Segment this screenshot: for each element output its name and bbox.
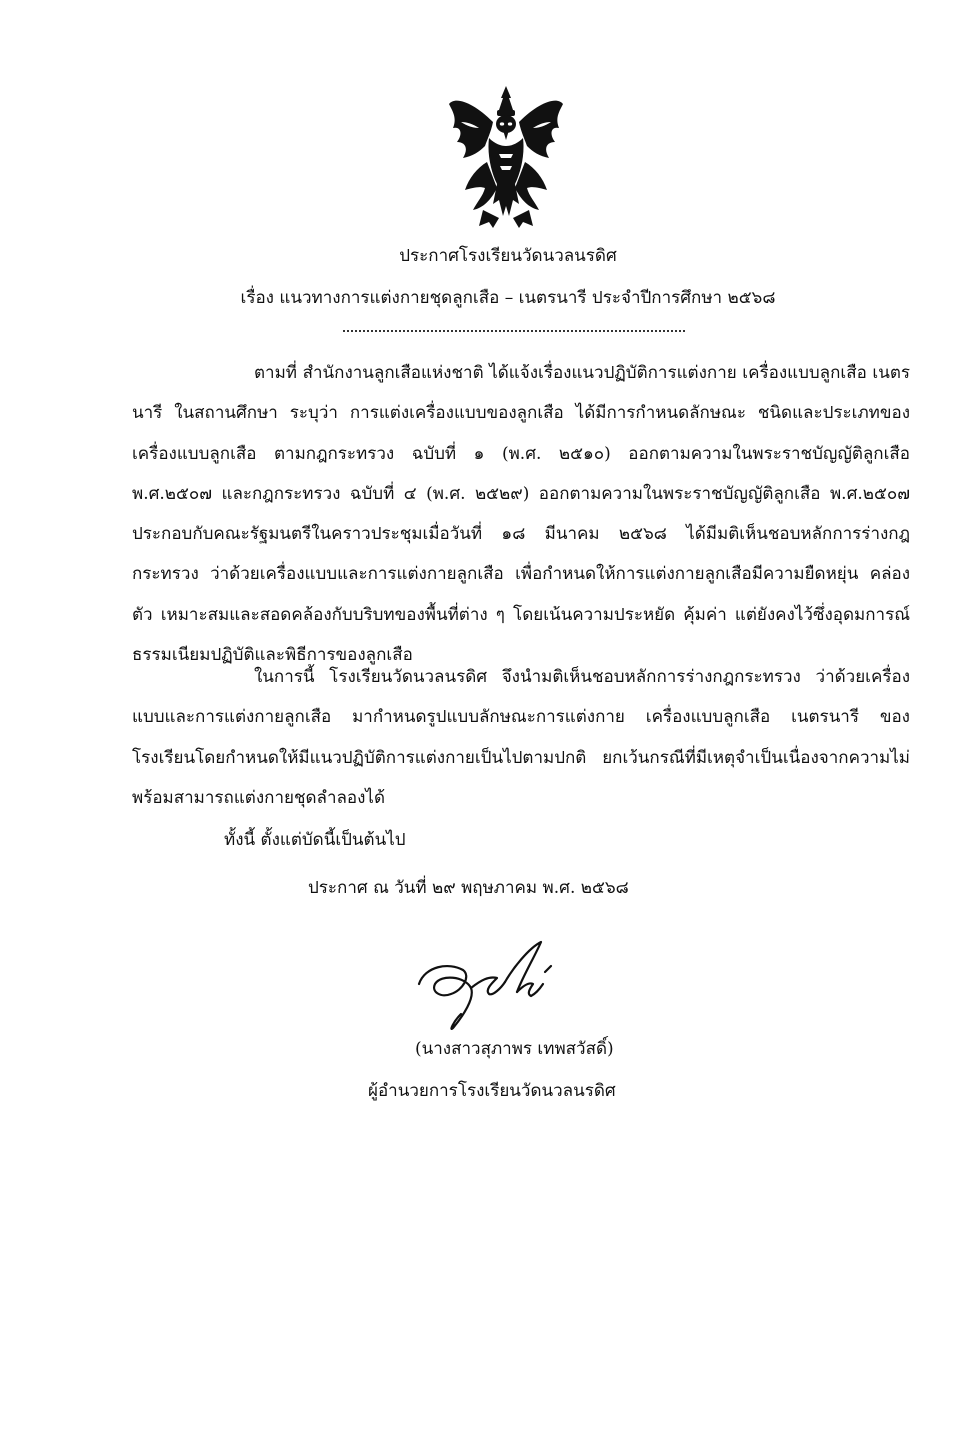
dotted-divider: [343, 330, 685, 332]
body-paragraph-1: ตามที่ สำนักงานลูกเสือแห่งชาติ ได้แจ้งเรื่องแนวปฏิบัติการแต่งกาย เครื่องแบบลูกเสือ เนตรนารี ในสถานศึกษา ระบุว่า การแต่งเครื่องแบบของลูกเสือ ได้มีการกำหนดลักษณะ ชนิดและประเภทของเครื่องแบบลูกเสือ ตามกฎกระทรวง ฉบับที่ ๑ (พ.ศ. ๒๕๑๐) ออกตามความในพระราชบัญญัติลูกเสือ พ.ศ.๒๕๐๗ และกฎกระทรวง ฉบับที่ ๔ (พ.ศ. ๒๕๒๙) ออกตามความในพระราชบัญญัติลูกเสือ พ.ศ.๒๕๐๗ ประกอบกับคณะรัฐมนตรีในคราวประชุมเมื่อวันที่ ๑๘ มีนาคม ๒๕๖๘ ได้มีมติเห็นชอบหลักการร่างกฎกระทรวง ว่าด้วยเครื่องแบบและการแต่งกายลูกเสือ เพื่อกำหนดให้การแต่งกายลูกเสือมีความยืดหยุ่น คล่องตัว เหมาะสมและสอดคล้องกับบริบทของพื้นที่ต่าง ๆ โดยเน้นความประหยัด คุ้มค่า แต่ยังคงไว้ซึ่งอุดมการณ์ธรรมเนียมปฏิบัติและพิธีการของลูกเสือ: [132, 363, 910, 666]
announcement-title: ประกาศโรงเรียนวัดนวลนรดิศ: [399, 246, 617, 266]
announcement-subject: เรื่อง แนวทางการแต่งกายชุดลูกเสือ – เนตรนารี ประจำปีการศึกษา ๒๕๖๘: [240, 288, 776, 308]
body-paragraph-2: ในการนี้ โรงเรียนวัดนวลนรดิศ จึงนำมติเห็นชอบหลักการร่างกฎกระทรวง ว่าด้วยเครื่องแบบและการแต่งกายลูกเสือ มากำหนดรูปแบบลักษณะการแต่งกาย เครื่องแบบลูกเสือ เนตรนารี ของโรงเรียนโดยกำหนดให้มีแนวปฏิบัติการแต่งกายเป็นไปตามปกติ ยกเว้นกรณีที่มีเหตุจำเป็นเนื่องจากความไม่พร้อมสามารถแต่งกายชุดลำลองได้: [132, 667, 910, 808]
signer-name: (นางสาวสุภาพร เทพสวัสดิ์): [415, 1039, 614, 1059]
signer-position: ผู้อำนวยการโรงเรียนวัดนวลนรดิศ: [368, 1081, 616, 1101]
announcement-date-line: ประกาศ ณ วันที่ ๒๙ พฤษภาคม พ.ศ. ๒๕๖๘: [308, 878, 629, 898]
garuda-emblem-icon: [443, 82, 569, 232]
effective-date-line: ทั้งนี้ ตั้งแต่บัดนี้เป็นต้นไป: [224, 830, 406, 850]
handwritten-signature-icon: [405, 936, 565, 1036]
